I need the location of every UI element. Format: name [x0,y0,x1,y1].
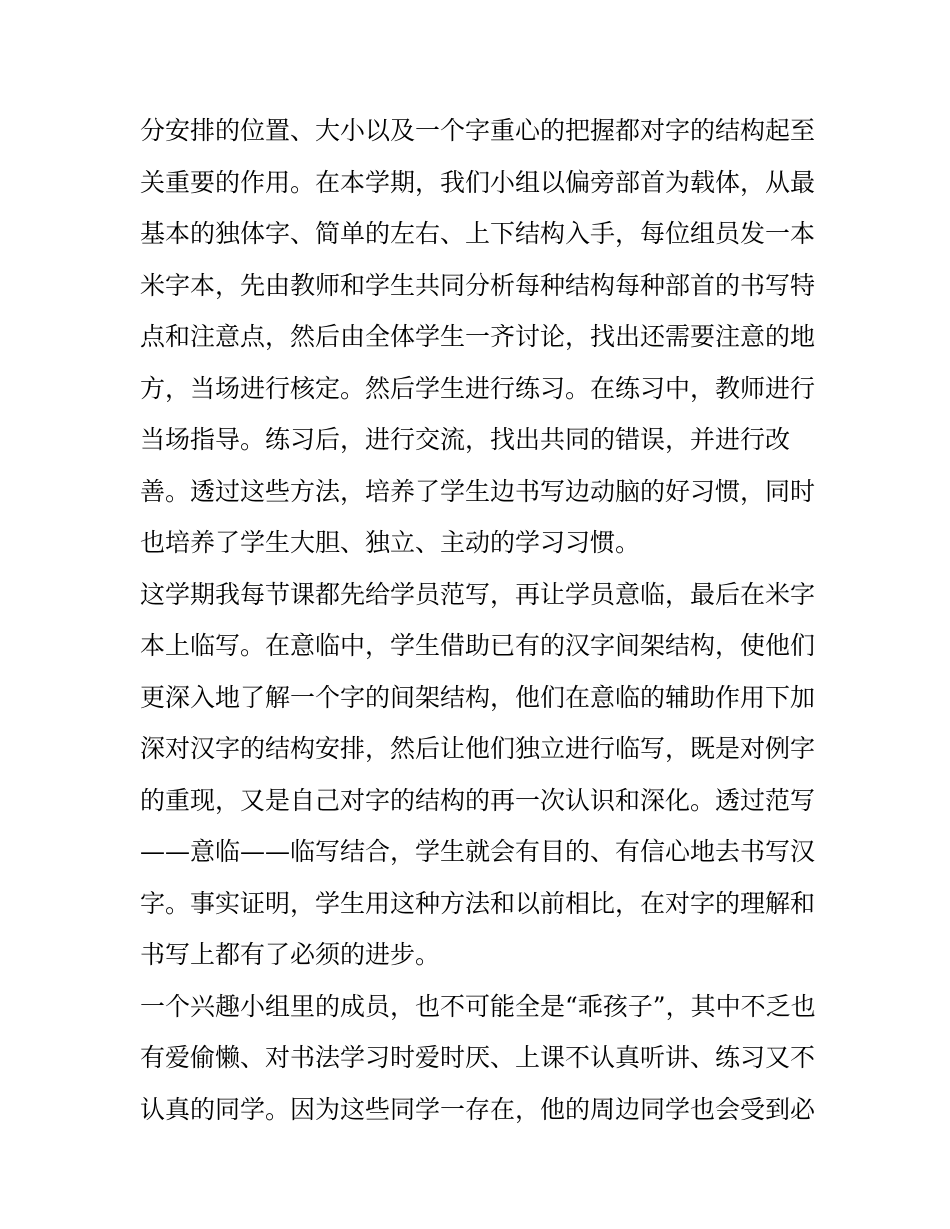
text-line: 更深入地了解一个字的间架结构，他们在意临的辅助作用下加 [140,682,816,712]
text-line: 深对汉字的结构安排，然后让他们独立进行临写，既是对例字 [140,734,816,763]
text-line: 这学期我每节课都先给学员范写，再让学员意临，最后在米字 [140,579,816,609]
text-line: 也培养了学生大胆、独立、主动的学习习惯。 [140,528,641,557]
text-line: 基本的独体字、简单的左右、上下结构入手，每位组员发一本 [140,219,816,248]
text-line: 善。透过这些方法，培养了学生边书写边动脑的好习惯，同时 [140,476,816,506]
text-line: 字。事实证明，学生用这种方法和以前相比，在对字的理解和 [140,888,816,918]
body-text [140,105,820,1135]
text-line: 本上临写。在意临中，学生借助已有的汉字间架结构，使他们 [140,631,816,660]
text-line: 当场指导。练习后，进行交流，找出共同的错误，并进行改 [140,425,791,454]
text-line: 有爱偷懒、对书法学习时爱时厌、上课不认真听讲、练习又不 [140,1043,816,1072]
text-line: 分安排的位置、大小以及一个字重心的把握都对字的结构起至 [140,116,816,145]
text-line: 认真的同学。因为这些同学一存在，他的周边同学也会受到必 [140,1094,816,1124]
text-line: ——意临——临写结合，学生就会有目的、有信心地去书写汉 [140,837,816,866]
text-line: 点和注意点，然后由全体学生一齐讨论，找出还需要注意的地 [140,322,816,351]
text-line: 关重要的作用。在本学期，我们小组以偏旁部首为载体，从最 [140,167,816,197]
text-line: 的重现，又是自己对字的结构的再一次认识和深化。透过范写 [140,785,816,815]
text-line: 一个兴趣小组里的成员，也不可能全是“乖孩子”，其中不乏也 [140,991,816,1021]
text-line: 书写上都有了必须的进步。 [140,940,441,969]
text-line: 方，当场进行核定。然后学生进行练习。在练习中，教师进行 [140,373,816,403]
text-line: 米字本，先由教师和学生共同分析每种结构每种部首的书写特 [140,270,816,300]
